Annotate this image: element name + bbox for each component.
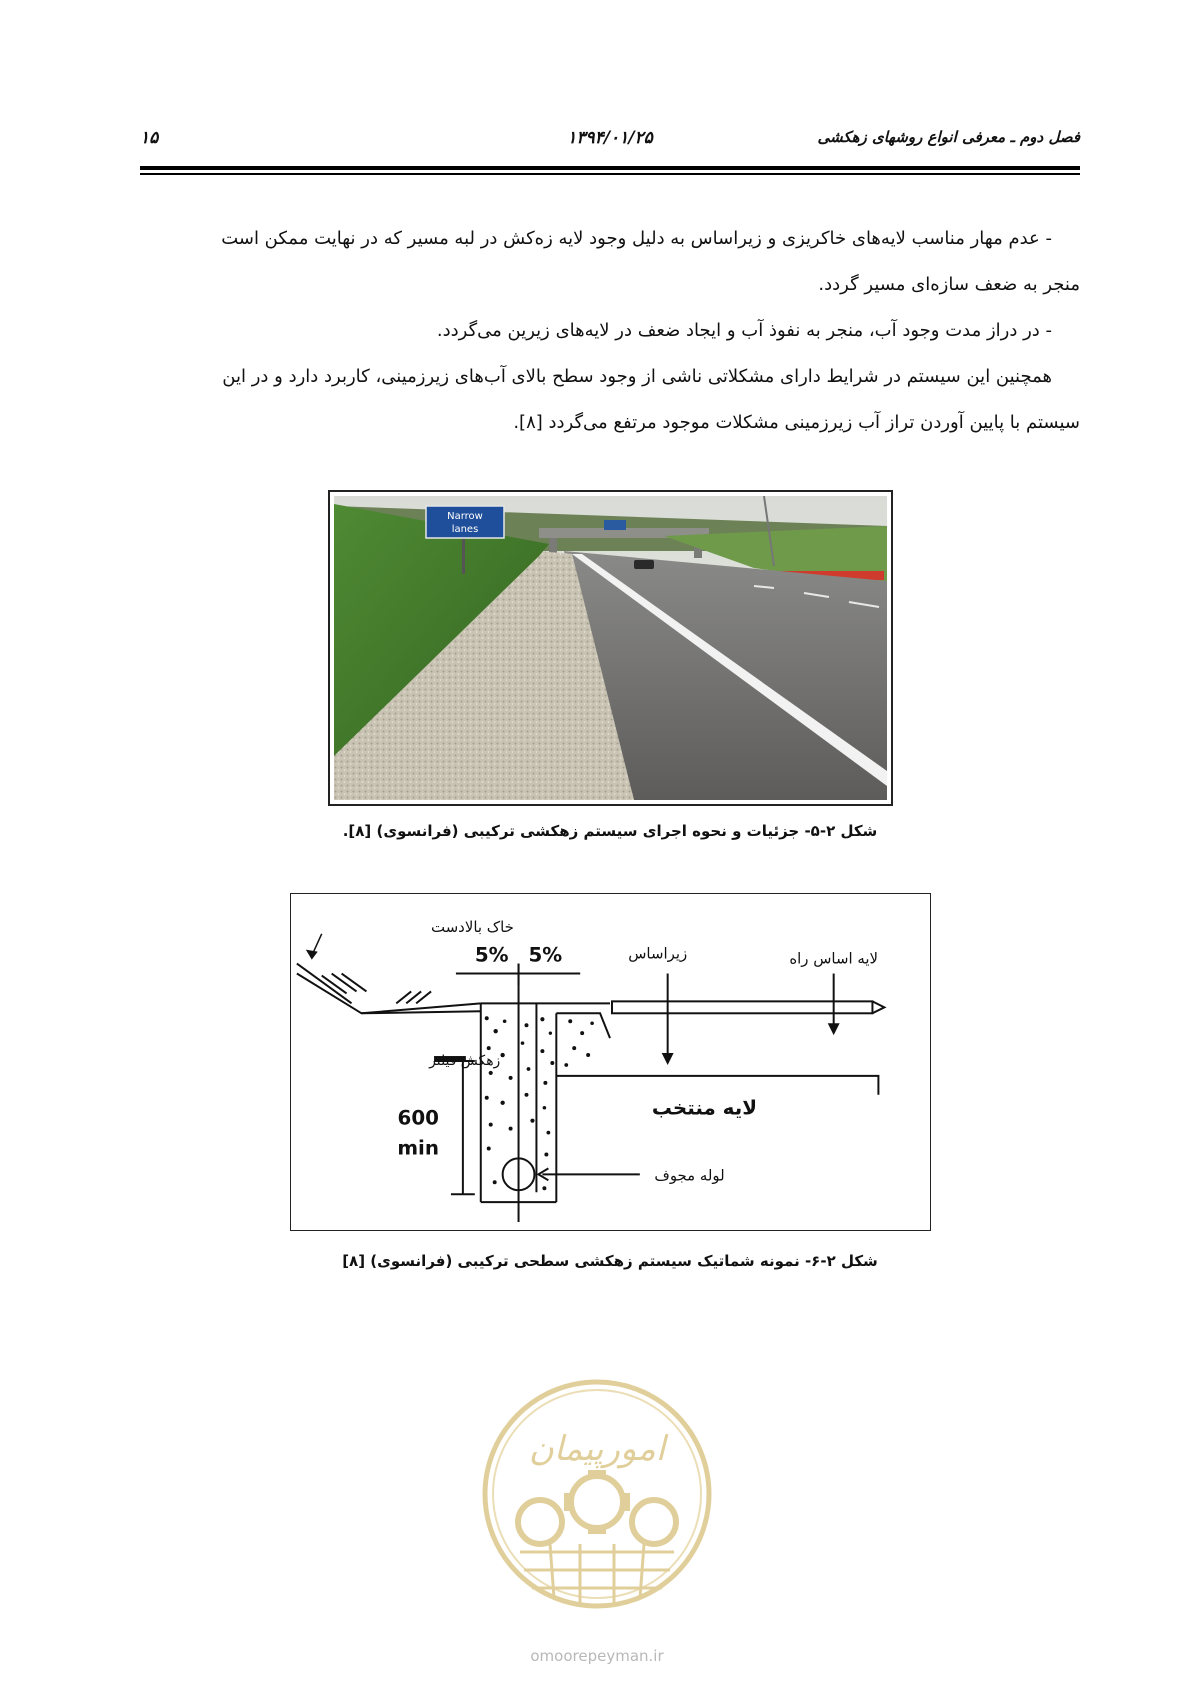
figure-2-caption: شکل ۲-۶- نمونه شماتیک سیستم زهکشی سطحی ترکیبی (فرانسوی) [۸]	[342, 1252, 878, 1270]
seal-icon	[480, 1372, 714, 1662]
drainage-schematic	[290, 893, 931, 1231]
page-header	[140, 128, 1080, 158]
road-photo-illustration	[334, 496, 887, 800]
bullet-2: - در دراز مدت وجود آب، منجر به نفوذ آب و ایجاد ضعف در لایه‌های زیرین می‌گردد.	[436, 320, 1052, 341]
page-number: ۱۵	[140, 128, 159, 148]
bullet-1-line-2: منجر به ضعف سازه‌ای مسیر گردد.	[818, 274, 1080, 295]
bullet-1-line-1: - عدم مهار مناسب لایه‌های خاکریزی و زیراساس به دلیل وجود لایه زه‌کش در لبه مسیر که در نهایت ممکن است	[221, 228, 1052, 249]
header-rule-thin	[140, 173, 1080, 175]
chapter-title: فصل دوم ـ معرفی انواع روشهای زهکشی	[817, 128, 1080, 146]
header-date: ۱۳۹۴/۰۱/۲۵	[567, 128, 653, 148]
label-selected-layer: لایه منتخب	[651, 1096, 758, 1120]
body-text	[140, 216, 1080, 446]
watermark-logo-text: امورپیمان	[528, 1429, 666, 1469]
watermark-logo	[480, 1372, 714, 1662]
watermark-url: omoorepeyman.ir	[530, 1647, 664, 1665]
label-depth-unit: min	[397, 1136, 440, 1160]
label-slope-right: 5%	[528, 943, 563, 967]
paragraph-line-1: همچنین این سیستم در شرایط دارای مشکلاتی ناشی از وجود سطح بالای آب‌های زیرزمینی، کاربرد دارد و در این	[222, 366, 1052, 387]
label-subbase: زیراساس	[628, 944, 688, 963]
label-upstream-soil: خاک بالادست	[431, 917, 514, 936]
label-base-layer: لایه اساس راه	[789, 949, 878, 968]
drainage-schematic-drawing	[291, 894, 930, 1230]
road-photo	[328, 490, 893, 806]
sign-text-line-1: Narrow	[447, 511, 483, 522]
figure-1-caption: شکل ۲-۵- جزئیات و نحوه اجرای سیستم زهکشی ترکیبی (فرانسوی) [۸].	[342, 822, 878, 840]
paragraph-line-2: سیستم با پایین آوردن تراز آب زیرزمینی مشکلات موجود مرتفع می‌گردد [۸].	[513, 412, 1080, 433]
label-slope-left: 5%	[474, 943, 509, 967]
label-filter-drain: زهکش فیلتر	[429, 1052, 501, 1069]
header-rule-thick	[140, 166, 1080, 170]
sign-text-line-2: lanes	[451, 524, 479, 535]
label-depth-value: 600	[397, 1106, 440, 1130]
label-perforated-pipe: لوله مجوف	[654, 1166, 725, 1185]
